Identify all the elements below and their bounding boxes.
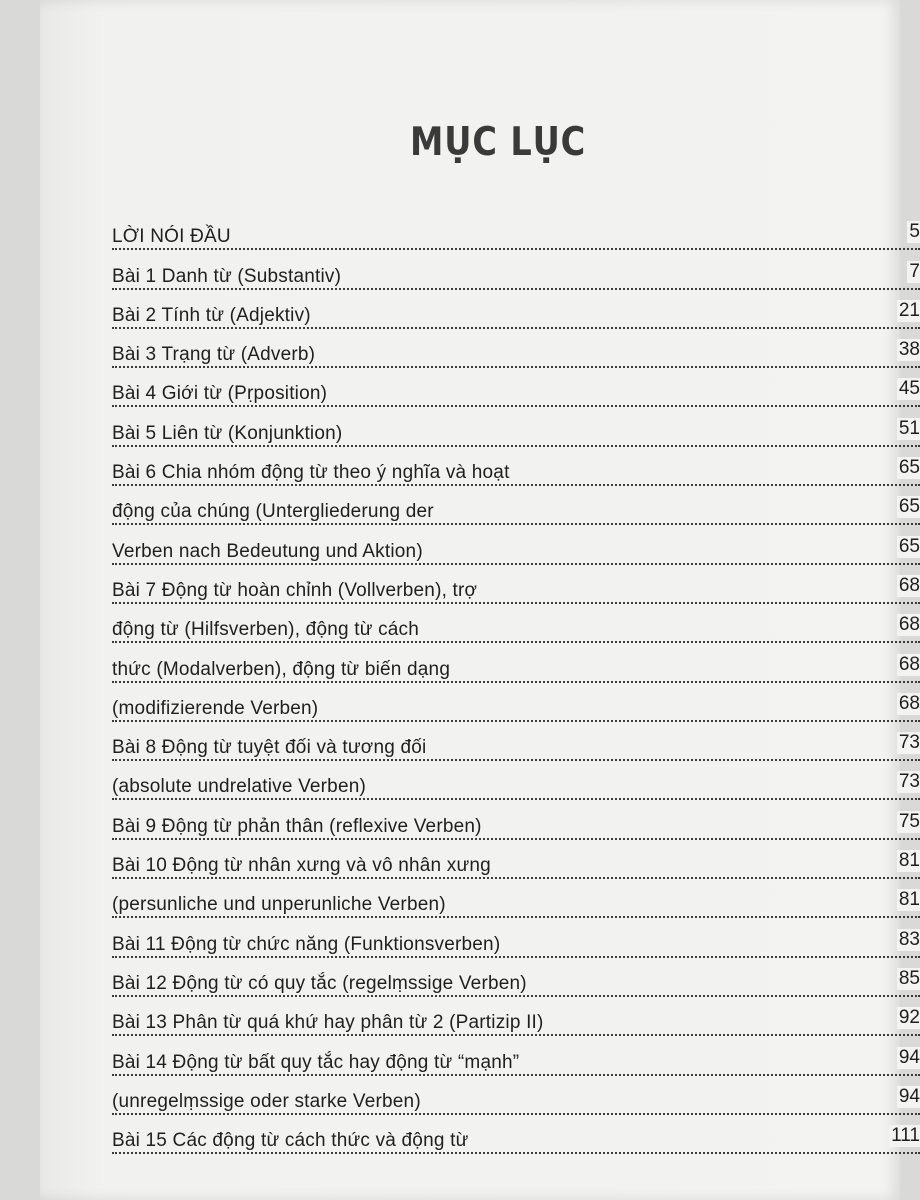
toc-entry-title: Bài 2 Tính từ (Adjektiv)	[112, 304, 311, 326]
toc-entry-page-number: 38	[898, 339, 920, 361]
toc-entry	[112, 330, 920, 369]
toc-entry	[112, 801, 920, 840]
toc-entry-title: Bài 10 Động từ nhân xưng và vô nhân xưng	[112, 855, 491, 877]
toc-entry	[112, 212, 920, 251]
toc-entry-page-number: 83	[898, 928, 920, 950]
toc-entry	[112, 605, 920, 644]
toc-entry	[112, 762, 920, 801]
toc-entry-page-number: 45	[898, 378, 920, 400]
toc-entry-title: (absolute undrelative Verben)	[112, 776, 367, 798]
toc-entry-page-number: 81	[898, 850, 920, 872]
page-title: MỤC LỤC	[410, 120, 587, 165]
toc-entry-page-number: 73	[898, 771, 920, 793]
toc-entry-page-number: 68	[898, 653, 920, 675]
toc-entry-title: Bài 13 Phân từ quá khứ hay phân từ 2 (Partizip II)	[112, 1012, 544, 1034]
toc-entry	[112, 919, 920, 958]
toc-entry	[112, 1037, 920, 1076]
toc-entry-page-number: 94	[898, 1046, 920, 1068]
toc-entry	[112, 526, 920, 565]
toc-entry	[112, 998, 920, 1037]
toc-entry-page-number: 51	[898, 417, 920, 439]
toc-leader-dots	[112, 327, 920, 329]
toc-leader-dots	[112, 720, 920, 722]
toc-entry-page-number: 7	[909, 260, 920, 282]
toc-entry-page-number: 94	[898, 1085, 920, 1107]
toc-entry-title: Bài 4 Giới từ (Pṛposition)	[112, 383, 328, 405]
toc-entry-title: Bài 11 Động từ chức năng (Funktionsverben)	[112, 933, 501, 955]
table-of-contents	[112, 212, 920, 1155]
toc-entry-page-number: 92	[898, 1007, 920, 1029]
toc-entry-title: Bài 12 Động từ có quy tắc (regelṃssige Verben)	[112, 972, 527, 994]
toc-entry-title: Bài 14 Động từ bất quy tắc hay động từ “mạnh”	[112, 1051, 520, 1073]
toc-entry-title: (persunliche und unperunliche Verben)	[112, 894, 446, 916]
toc-entry-page-number: 5	[909, 221, 920, 243]
toc-entry-title: Bài 6 Chia nhóm động từ theo ý nghĩa và hoạt	[112, 462, 510, 484]
toc-entry-page-number: 65	[898, 535, 920, 557]
toc-entry-page-number: 68	[898, 692, 920, 714]
toc-leader-dots	[112, 995, 920, 997]
toc-entry-title: Bài 7 Động từ hoàn chỉnh (Vollverben), trợ	[112, 579, 478, 601]
toc-entry-page-number: 65	[898, 457, 920, 479]
toc-leader-dots	[112, 681, 920, 683]
toc-entry-page-number: 68	[898, 574, 920, 596]
toc-entry	[112, 880, 920, 919]
toc-leader-dots	[112, 523, 920, 525]
toc-entry	[112, 448, 920, 487]
toc-entry-page-number: 65	[898, 496, 920, 518]
toc-leader-dots	[112, 563, 920, 565]
toc-leader-dots	[112, 405, 920, 407]
toc-entry	[112, 1116, 920, 1155]
toc-leader-dots	[112, 1034, 920, 1036]
toc-leader-dots	[112, 641, 920, 643]
toc-entry-title: động của chúng (Untergliederung der	[112, 501, 434, 523]
toc-entry-title: Bài 3 Trạng từ (Adverb)	[112, 344, 316, 366]
toc-leader-dots	[112, 1074, 920, 1076]
toc-entry-title: Bài 8 Động từ tuyệt đối và tương đối	[112, 737, 427, 759]
toc-entry-title: động từ (Hilfsverben), động từ cách	[112, 619, 420, 641]
toc-entry-page-number: 111	[891, 1125, 920, 1147]
toc-leader-dots	[112, 798, 920, 800]
toc-leader-dots	[112, 602, 920, 604]
toc-entry	[112, 566, 920, 605]
toc-leader-dots	[112, 838, 920, 840]
toc-leader-dots	[112, 877, 920, 879]
toc-leader-dots	[112, 288, 920, 290]
toc-entry-title: Bài 15 Các động từ cách thức và động từ	[112, 1130, 469, 1152]
toc-leader-dots	[112, 759, 920, 761]
toc-entry-page-number: 75	[898, 810, 920, 832]
toc-leader-dots	[112, 956, 920, 958]
toc-entry-title: (unregelṃssige oder starke Verben)	[112, 1090, 421, 1112]
toc-leader-dots	[112, 1152, 920, 1154]
toc-entry	[112, 1077, 920, 1116]
toc-entry	[112, 841, 920, 880]
toc-entry-title: (modifizierende Verben)	[112, 697, 319, 719]
toc-entry-title: LỜI NÓI ĐẦU	[112, 226, 231, 248]
toc-entry-title: Bài 5 Liên từ (Konjunktion)	[112, 422, 343, 444]
toc-entry	[112, 291, 920, 330]
toc-leader-dots	[112, 1113, 920, 1115]
toc-entry	[112, 684, 920, 723]
toc-entry-page-number: 21	[898, 299, 920, 321]
toc-entry	[112, 959, 920, 998]
toc-entry-title: Verben nach Bedeutung und Aktion)	[112, 540, 423, 562]
toc-entry	[112, 369, 920, 408]
toc-entry-title: Bài 1 Danh từ (Substantiv)	[112, 265, 342, 287]
toc-entry	[112, 487, 920, 526]
book-page	[40, 0, 920, 1200]
toc-entry	[112, 644, 920, 683]
toc-leader-dots	[112, 445, 920, 447]
toc-entry	[112, 251, 920, 290]
toc-leader-dots	[112, 366, 920, 368]
toc-leader-dots	[112, 484, 920, 486]
toc-leader-dots	[112, 916, 920, 918]
toc-entry-title: thức (Modalverben), động từ biến dạng	[112, 658, 451, 680]
toc-entry-page-number: 68	[898, 614, 920, 636]
toc-entry	[112, 408, 920, 447]
toc-entry-page-number: 73	[898, 732, 920, 754]
toc-entry-page-number: 85	[898, 967, 920, 989]
toc-entry-page-number: 81	[898, 889, 920, 911]
toc-entry-title: Bài 9 Động từ phản thân (reflexive Verben)	[112, 815, 482, 837]
toc-leader-dots	[112, 248, 920, 250]
toc-entry	[112, 723, 920, 762]
